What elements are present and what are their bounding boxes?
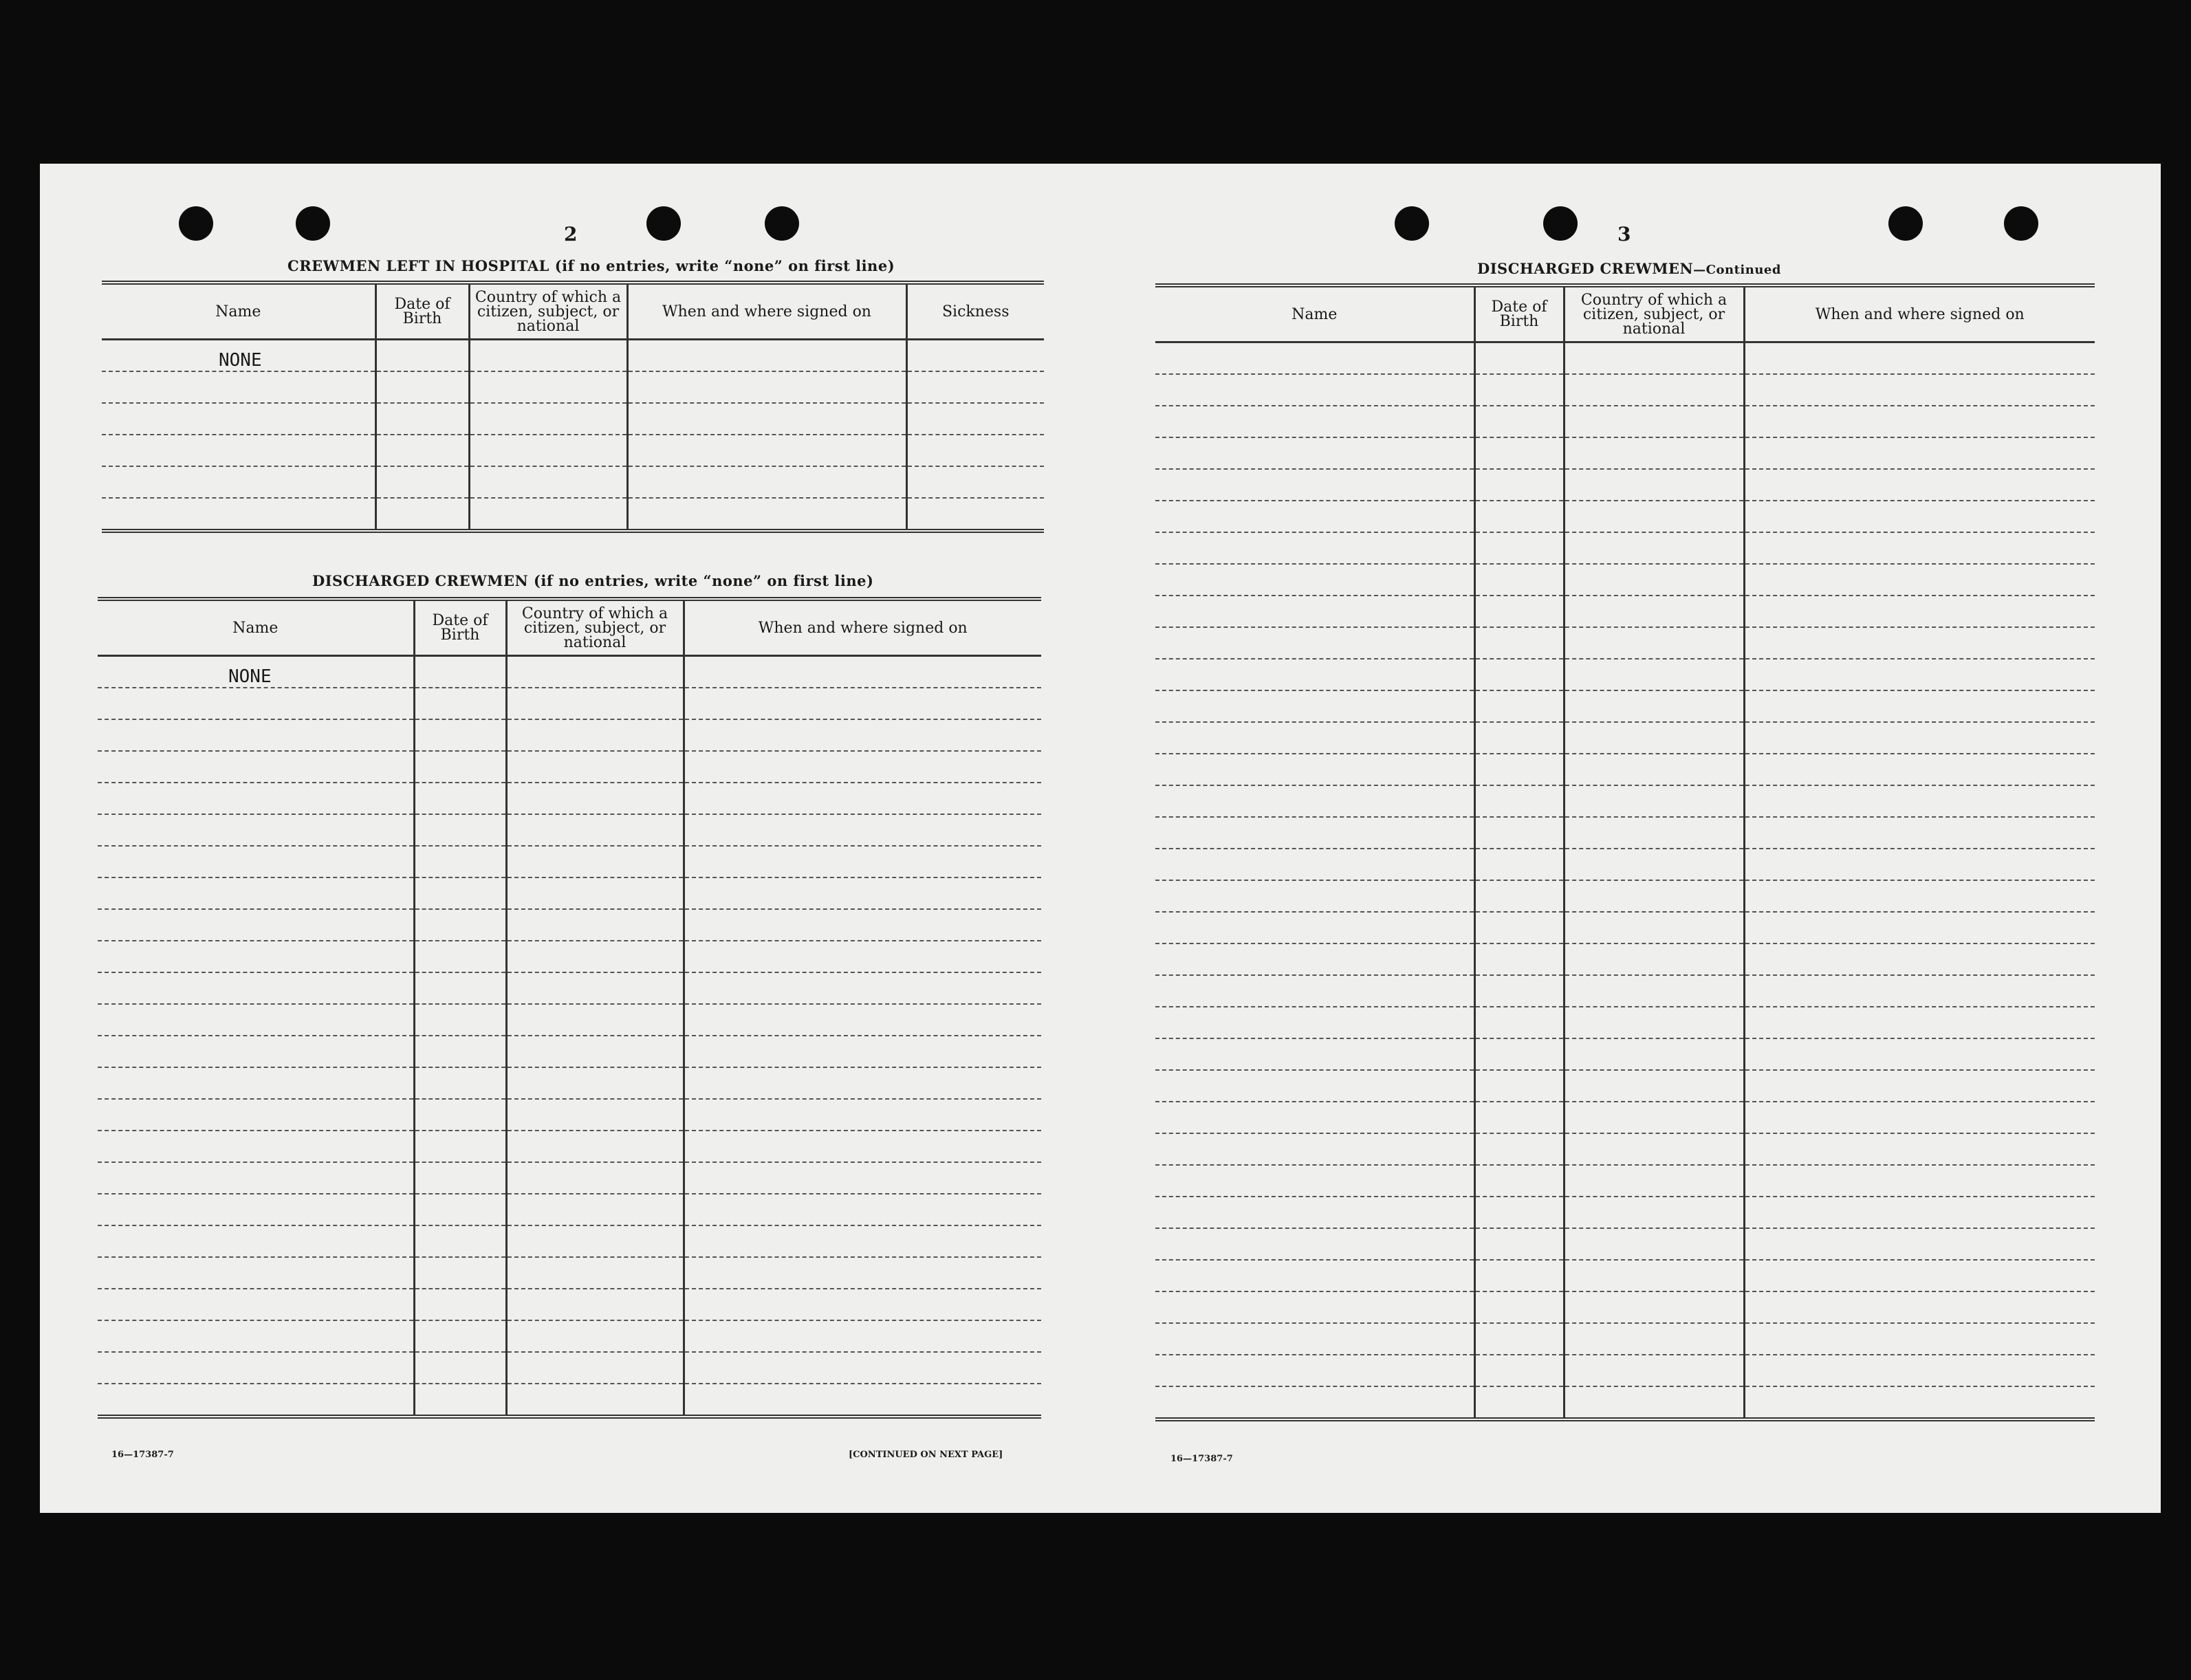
- form-number-right: 16—17387-7: [1170, 1454, 1233, 1464]
- col-header-signed-on: When and where signed on: [1744, 285, 2095, 342]
- hospital-rows: [102, 340, 1044, 532]
- discharged-table: [98, 597, 1041, 1419]
- title-continued: —Continued: [1693, 263, 1781, 277]
- table-row: [1155, 469, 2095, 501]
- form-number-left: 16—17387-7: [111, 1450, 174, 1460]
- table-row: [98, 656, 1041, 688]
- table-row: [1155, 1260, 2095, 1291]
- table-row: [1155, 342, 2095, 375]
- table-row: [98, 1384, 1041, 1417]
- punch-hole: [1395, 206, 1429, 241]
- col-header-date-of-birth: Date of Birth: [375, 283, 469, 340]
- col-header-signed-on: When and where signed on: [684, 599, 1041, 656]
- col-header-signed-on: When and where signed on: [627, 283, 906, 340]
- col-header-name: Name: [1155, 285, 1474, 342]
- table-row: [98, 1067, 1041, 1099]
- table-row: [98, 1320, 1041, 1352]
- discharged-section-title: DISCHARGED CREWMEN (if no entries, write “none” on first line): [312, 572, 874, 589]
- table-row: [98, 1194, 1041, 1225]
- continued-note: [CONTINUED ON NEXT PAGE]: [849, 1450, 1003, 1460]
- table-row: [1155, 880, 2095, 912]
- table-row: [1155, 754, 2095, 785]
- table-row: [98, 941, 1041, 972]
- col-header-date-of-birth: Date of Birth: [414, 599, 506, 656]
- table-row: [1155, 1133, 2095, 1165]
- table-row: [98, 1004, 1041, 1036]
- table-row: [1155, 1228, 2095, 1260]
- table-row: [1155, 849, 2095, 880]
- table-row: [1155, 532, 2095, 564]
- table-row: [102, 371, 1044, 403]
- table-row: [98, 1036, 1041, 1067]
- table-row: [1155, 722, 2095, 754]
- table-row: [1155, 1291, 2095, 1323]
- discharged-entry-none: NONE: [98, 656, 414, 688]
- table-row: [98, 783, 1041, 814]
- table-row: [1155, 406, 2095, 437]
- page-number-left: 2: [564, 223, 578, 246]
- hospital-table: [102, 281, 1044, 533]
- form-sheet: [40, 164, 2161, 1513]
- page-number-right: 3: [1617, 223, 1631, 246]
- table-row: [1155, 564, 2095, 596]
- discharged-continued-table: [1155, 283, 2095, 1421]
- table-row: [1155, 975, 2095, 1007]
- table-row: [98, 1352, 1041, 1384]
- col-header-date-of-birth: Date of Birth: [1474, 285, 1564, 342]
- table-row: [102, 403, 1044, 435]
- table-row: [1155, 1038, 2095, 1070]
- table-row: [1155, 1070, 2095, 1102]
- punch-hole: [296, 206, 330, 241]
- punch-hole: [2004, 206, 2038, 241]
- table-row: [98, 814, 1041, 846]
- table-row: [1155, 596, 2095, 627]
- col-header-country: Country of which a citizen, subject, or national: [469, 283, 627, 340]
- table-row: [98, 1131, 1041, 1162]
- punch-hole: [646, 206, 681, 241]
- table-row: [98, 972, 1041, 1004]
- table-row: [1155, 817, 2095, 849]
- col-header-name: Name: [98, 599, 414, 656]
- table-row: [98, 1099, 1041, 1131]
- table-row: [1155, 943, 2095, 975]
- table-row: [1155, 627, 2095, 659]
- discharged-continued-rows: [1155, 342, 2095, 1420]
- table-row: [102, 435, 1044, 466]
- col-header-country: Country of which a citizen, subject, or national: [1564, 285, 1744, 342]
- table-row: [1155, 1102, 2095, 1133]
- table-row: [98, 1257, 1041, 1289]
- table-row: [98, 846, 1041, 877]
- table-row: [1155, 437, 2095, 469]
- hospital-entry-none: NONE: [102, 340, 375, 372]
- table-row: [1155, 785, 2095, 817]
- table-row: [1155, 1165, 2095, 1197]
- table-row: [1155, 1386, 2095, 1419]
- table-row: [98, 719, 1041, 751]
- table-row: [1155, 659, 2095, 690]
- hospital-section-title: CREWMEN LEFT IN HOSPITAL (if no entries, write “none” on first line): [287, 257, 895, 274]
- discharged-rows: [98, 656, 1041, 1417]
- col-header-sickness: Sickness: [906, 283, 1044, 340]
- table-row: [98, 751, 1041, 783]
- table-row: [1155, 1355, 2095, 1386]
- punch-hole: [765, 206, 799, 241]
- table-row: [98, 1162, 1041, 1194]
- table-row: [98, 909, 1041, 941]
- discharged-continued-title: [1477, 260, 1781, 277]
- col-header-country: Country of which a citizen, subject, or national: [506, 599, 684, 656]
- table-row: [1155, 1007, 2095, 1038]
- table-row: [98, 688, 1041, 719]
- punch-hole: [1888, 206, 1923, 241]
- table-row: [102, 466, 1044, 498]
- punch-hole: [179, 206, 213, 241]
- table-row: [1155, 501, 2095, 532]
- table-row: [98, 877, 1041, 909]
- punch-hole: [1543, 206, 1578, 241]
- table-row: [1155, 690, 2095, 722]
- table-row: [102, 340, 1044, 372]
- table-row: [1155, 374, 2095, 406]
- title-main: DISCHARGED CREWMEN: [1477, 260, 1694, 277]
- table-row: [102, 498, 1044, 531]
- table-row: [98, 1225, 1041, 1257]
- table-row: [1155, 1197, 2095, 1228]
- table-row: [98, 1289, 1041, 1320]
- table-row: [1155, 912, 2095, 943]
- table-row: [1155, 1323, 2095, 1355]
- col-header-name: Name: [102, 283, 375, 340]
